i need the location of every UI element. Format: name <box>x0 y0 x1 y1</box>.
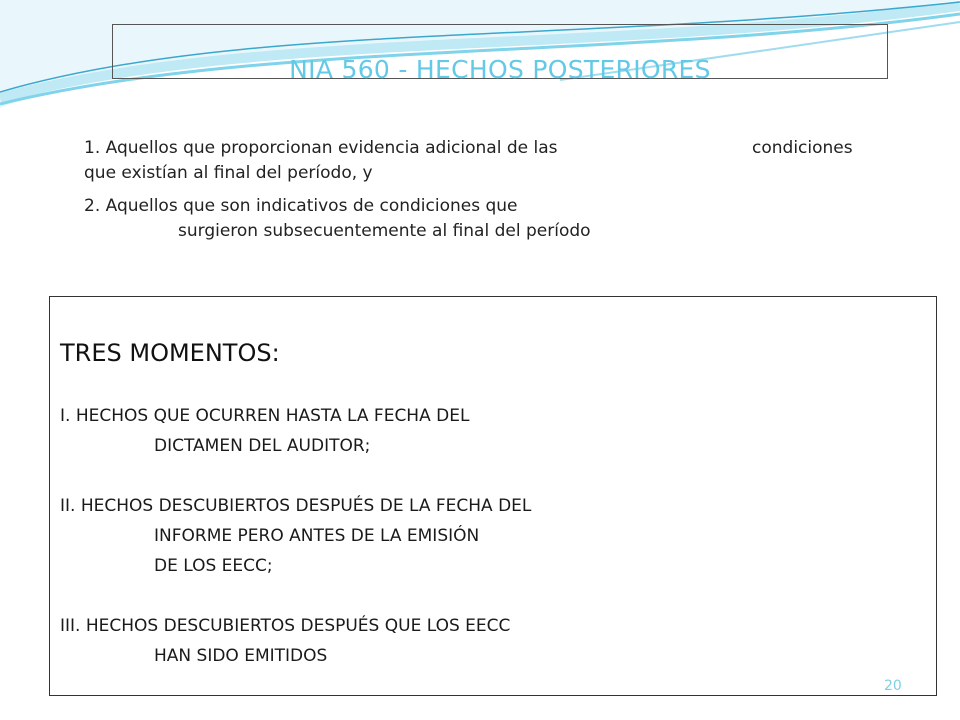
intro-list <box>84 136 884 244</box>
intro-item-2 <box>84 194 884 244</box>
moments-heading: TRES MOMENTOS: <box>60 339 280 367</box>
intro-item-2-line-2: surgieron subsecuentemente al final del período <box>178 221 591 241</box>
moments-box <box>49 296 937 696</box>
slide-number: 20 <box>884 678 902 694</box>
moment-2-line-1: II. HECHOS DESCUBIERTOS DESPUÉS DE LA FECHA DEL <box>60 496 532 516</box>
spacer <box>60 581 531 611</box>
moment-2-line-3: DE LOS EECC; <box>154 556 273 576</box>
slide-title: NIA 560 - HECHOS POSTERIORES <box>289 55 711 84</box>
intro-item-1-line-1: 1. Aquellos que proporcionan evidencia adicional de las <box>84 138 558 158</box>
moment-2-line-2: INFORME PERO ANTES DE LA EMISIÓN <box>154 526 480 546</box>
title-box <box>112 24 888 84</box>
moment-1-line-2: DICTAMEN DEL AUDITOR; <box>154 436 371 456</box>
intro-item-1 <box>84 136 884 186</box>
moment-1-line-1: I. HECHOS QUE OCURREN HASTA LA FECHA DEL <box>60 406 470 426</box>
moment-3-line-1: III. HECHOS DESCUBIERTOS DESPUÉS QUE LOS EECC <box>60 616 511 636</box>
intro-item-1-line-2: que existían al final del período, y <box>84 163 373 183</box>
intro-item-2-line-1: 2. Aquellos que son indicativos de condiciones que <box>84 196 518 216</box>
spacer <box>60 461 531 491</box>
intro-item-1-line-1-end: condiciones <box>752 138 853 158</box>
moment-3-line-2: HAN SIDO EMITIDOS <box>154 646 328 666</box>
moments-list <box>60 401 531 671</box>
